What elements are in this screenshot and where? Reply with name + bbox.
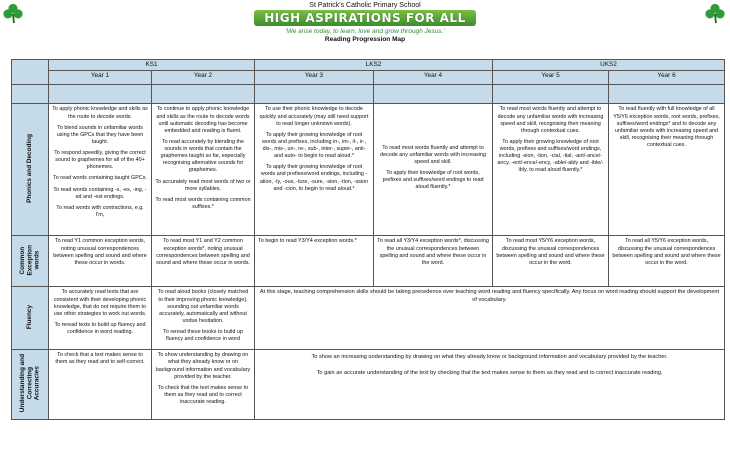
school-name: St Patrick's Catholic Primary School bbox=[309, 2, 421, 9]
year-header: Year 5 bbox=[493, 71, 609, 85]
fluency-row bbox=[12, 287, 725, 350]
stage-header: LKS2 bbox=[255, 60, 493, 71]
cell-y4: To read all Y3/Y4 exception words*, discussing the unusual correspondences between spelling and sound and where these occur in the word. bbox=[374, 236, 493, 287]
cell-y2: To show understanding by drawing on what they already know or on background information and vocabulary provided by the teacher. To check that the text makes sense to them as they read and to correct inaccurate reading. bbox=[152, 350, 255, 420]
cell-y5: To read most Y5/Y6 exception words, discussing the unusual correspondences between spelling and sound and where these occur in the word. bbox=[493, 236, 609, 287]
school-motto: 'We arise today, to learn, love and grow through Jesus.' bbox=[285, 28, 445, 35]
cell-ks2-span: To show an increasing understanding by drawing on what they already know or background information and vocabulary provided by the teacher. To gain an accurate understanding of the text by checking that the text makes sense to them as they read and to correct inaccurate reading. bbox=[255, 350, 725, 420]
year-header: Year 4 bbox=[374, 71, 493, 85]
cell-y1: To apply phonic knowledge and skills as the route to decode words. To blend sounds in unfamiliar words using the GPCs that they have been taught. To respond speedily, giving the correct sound to graphemes for all of the 40+ phonemes. To read words containing taught GPCs. To read words containing -s, -es, -ing, -ed and -est endings. To read words with contractions, e.g. I'm, bbox=[49, 104, 152, 236]
spacer-row bbox=[12, 85, 725, 104]
cell-y6: To read all Y5/Y6 exception words, discussing the unusual correspondences between spelling and sound and where these occur in the word. bbox=[609, 236, 725, 287]
cell-y6: To read fluently with full knowledge of all Y5/Y6 exception words, root words, prefixes, suffixes/word endings* and to decode any unfamiliar words with increasing speed and skill, recognising their meaning through contextual cues. bbox=[609, 104, 725, 236]
stage-header: UKS2 bbox=[493, 60, 725, 71]
understanding-row bbox=[12, 350, 725, 420]
year-header: Year 1 bbox=[49, 71, 152, 85]
cell-y1: To read Y1 common exception words, noting unusual correspondences between spelling and sound and where these occur in words. bbox=[49, 236, 152, 287]
phonics-row bbox=[12, 104, 725, 236]
year-row bbox=[12, 71, 725, 85]
year-header: Year 2 bbox=[152, 71, 255, 85]
cell-y3: To use their phonic knowledge to decode quickly and accurately (may still need support to read longer unknown words). To apply their growing knowledge of root words and prefixes, including in-, im-, il-, ir-, dis-, mis-, un-, re-, sub-, inter-, super-, anti- and auto- to begin to read aloud.* To apply their growing knowledge of root words and prefixes/word endings, including -ation, -ly, -ous, -ture, -sure, -sion, -tion, -ssion and -cion, to begin to read aloud.* bbox=[255, 104, 374, 236]
key-stage-row bbox=[12, 60, 725, 71]
row-label: Understanding and Correcting Accuracies bbox=[12, 350, 49, 420]
cell-y4: To read most words fluently and attempt to decode any unfamiliar words with increasing speed and skill. To apply their knowledge of root words, prefixes and suffixes/word endings to read aloud fluently.* bbox=[374, 104, 493, 236]
cell-y1: To accurately read texts that are consistent with their developing phonic knowledge, that do not require them to use other strategies to work out words. To reread texts to build up fluency and confidence in word reading. bbox=[49, 287, 152, 350]
aspiration-banner: HIGH ASPIRATIONS FOR ALL bbox=[254, 10, 475, 26]
page-header bbox=[0, 0, 730, 58]
row-label: Phonics and Decoding bbox=[12, 104, 49, 236]
year-header: Year 6 bbox=[609, 71, 725, 85]
cell-y2: To read most Y1 and Y2 common exception words*, noting unusual correspondences between spelling and sound and where these occur in words. bbox=[152, 236, 255, 287]
common-exception-row bbox=[12, 236, 725, 287]
cell-y1: To check that a text makes sense to them as they read and to self-correct. bbox=[49, 350, 152, 420]
page-title: Reading Progression Map bbox=[324, 36, 406, 43]
row-label: Fluency bbox=[12, 287, 49, 350]
cell-y3: To begin to read Y3/Y4 exception words.* bbox=[255, 236, 374, 287]
cell-y5: To read most words fluently and attempt to decode any unfamiliar words with increasing speed and skill, recognising their meaning through contextual cues. To apply their growing knowledge of root words, prefixes and suffixes/word endings, including -sion, -tion, -cial, -tial, -ant/-ance/-ancy, -ent/-ence/-ency, -able/-ably and -ible/-ibly, to read aloud fluently.* bbox=[493, 104, 609, 236]
cell-y2: To continue to apply phonic knowledge and skills as the route to decode words until automatic decoding has become embedded and reading is fluent. To read accurately by blending the sounds in words that contain the graphemes taught so far, especially recognising alternative sounds for graphemes. To accurately read most words of two or more syllables. To read most words containing common suffixes.* bbox=[152, 104, 255, 236]
stage-header: KS1 bbox=[49, 60, 255, 71]
cell-y2: To read aloud books (closely matched to their improving phonic knowledge), sounding out unfamiliar words accurately, automatically and without undue hesitation. To reread these books to build up fluency and confidence in word bbox=[152, 287, 255, 350]
progression-table bbox=[11, 59, 725, 420]
cell-ks2-span: At this stage, teaching comprehension skills should be taking precedence over teaching word reading and fluency specifically. Any focus on word reading should support the development of vocabulary. bbox=[255, 287, 725, 350]
row-label: Common Exception words bbox=[12, 236, 49, 287]
year-header: Year 3 bbox=[255, 71, 374, 85]
